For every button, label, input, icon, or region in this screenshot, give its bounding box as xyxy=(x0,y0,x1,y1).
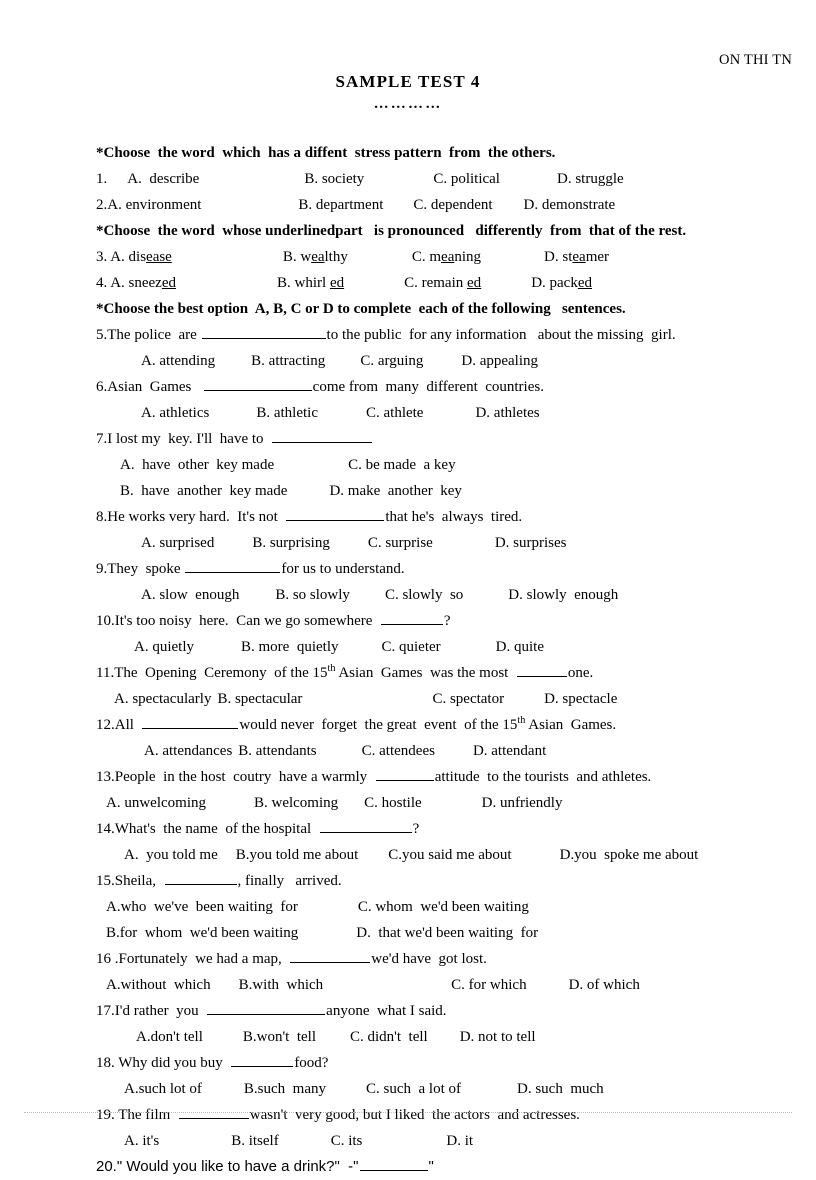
question-7-options-row-1 xyxy=(96,452,796,478)
question-18-option-c[interactable]: C. such a lot of xyxy=(366,1081,461,1097)
question-16-option-b[interactable]: B.with which xyxy=(238,977,324,993)
question-4-row xyxy=(96,270,796,296)
question-8-option-a[interactable]: A. surprised xyxy=(141,535,215,551)
question-10-option-c[interactable]: C. quieter xyxy=(381,639,441,655)
question-18-answer-blank[interactable] xyxy=(231,1052,293,1067)
question-7-option-b[interactable]: B. have another key made xyxy=(120,483,288,499)
instruction-best-option: *Choose the best option A, B, C or D to complete each of the following sentences. xyxy=(96,301,626,317)
question-17-answer-blank[interactable] xyxy=(207,1000,325,1015)
question-3-option-a-underlined: ease xyxy=(146,249,172,265)
question-10-stem-part-1: 10.It's too noisy here. Can we go somewhere xyxy=(96,613,380,629)
question-16-answer-blank[interactable] xyxy=(290,948,370,963)
question-19-option-a[interactable]: A. it's xyxy=(124,1133,160,1149)
question-4-option-d[interactable] xyxy=(531,275,592,291)
question-17-option-b[interactable]: B.won't tell xyxy=(242,1029,316,1045)
instruction-stress-pattern: *Choose the word which has a diffent stress pattern from the others. xyxy=(96,145,556,161)
question-1-option-a[interactable]: A. describe xyxy=(127,171,200,187)
question-3-option-d[interactable] xyxy=(544,249,609,265)
question-8-stem xyxy=(96,504,796,530)
question-6-options xyxy=(96,400,796,426)
question-19-stem-part-2: wasn't very good, but I liked the actors and actresses. xyxy=(249,1107,580,1123)
question-11-stem xyxy=(96,660,796,686)
question-3-option-b[interactable] xyxy=(283,249,348,265)
question-18-option-a[interactable]: A.such lot of xyxy=(124,1081,202,1097)
question-3-option-c-underlined: ea xyxy=(441,249,455,265)
question-16-option-c[interactable]: C. for which xyxy=(451,977,527,993)
question-4-option-b-prefix: B. whirl xyxy=(277,275,330,291)
question-20-stem xyxy=(96,1154,796,1180)
question-15-stem-part-2: , finally arrived. xyxy=(237,873,342,889)
question-19-option-b[interactable]: B. itself xyxy=(231,1133,279,1149)
question-8-option-d[interactable]: D. surprises xyxy=(494,535,567,551)
question-18-options xyxy=(96,1076,796,1102)
question-15-answer-blank[interactable] xyxy=(165,870,237,885)
question-1-number: 1. xyxy=(96,171,108,187)
question-19-option-c[interactable]: C. its xyxy=(330,1133,363,1149)
question-3-option-b-suffix: lthy xyxy=(324,249,348,265)
question-15-option-b[interactable]: B.for whom we'd been waiting xyxy=(106,925,299,941)
question-19-stem-part-1: 19. The film xyxy=(96,1107,178,1123)
question-11-stem-part-3: one. xyxy=(567,665,594,681)
question-7-option-a[interactable]: A. have other key made xyxy=(120,457,275,473)
question-3-option-b-underlined: ea xyxy=(311,249,325,265)
question-4-number: 4. xyxy=(96,275,111,291)
question-12-stem-part-1: 12.All xyxy=(96,717,142,733)
question-17-option-d[interactable]: D. not to tell xyxy=(459,1029,536,1045)
question-20-answer-blank[interactable] xyxy=(360,1156,428,1171)
question-2-option-b[interactable]: B. department xyxy=(298,197,384,213)
question-11-stem-part-2: Asian Games was the most xyxy=(335,665,516,681)
question-5-option-a[interactable]: A. attending xyxy=(141,353,216,369)
question-4-option-a[interactable] xyxy=(110,275,176,291)
question-13-stem xyxy=(96,764,796,790)
question-10-options xyxy=(96,634,796,660)
question-10-stem xyxy=(96,608,796,634)
question-4-option-b-underlined: ed xyxy=(329,275,345,291)
question-3-number: 3. xyxy=(96,249,111,265)
question-7-stem-part-1: 7.I lost my key. I'll have to xyxy=(96,431,272,447)
question-14-options xyxy=(96,842,796,868)
question-7-option-d[interactable]: D. make another key xyxy=(329,483,462,499)
question-15-option-d[interactable]: D. that we'd been waiting for xyxy=(356,925,539,941)
question-8-answer-blank[interactable] xyxy=(286,506,384,521)
question-2-option-c[interactable]: C. dependent xyxy=(413,197,493,213)
question-13-options xyxy=(96,790,796,816)
question-17-options xyxy=(96,1024,796,1050)
question-18-stem xyxy=(96,1050,796,1076)
question-9-option-a[interactable]: A. slow enough xyxy=(141,587,240,603)
page-header-label: ON THI TN xyxy=(719,52,792,68)
question-15-option-c[interactable]: C. whom we'd been waiting xyxy=(357,899,529,915)
question-17-stem-part-1: 17.I'd rather you xyxy=(96,1003,207,1019)
question-11-ordinal-suffix: th xyxy=(327,663,336,674)
question-12-ordinal-suffix: th xyxy=(517,715,526,726)
question-18-stem-part-2: food? xyxy=(294,1055,329,1071)
question-5-stem xyxy=(96,322,796,348)
question-18-option-d[interactable]: D. such much xyxy=(517,1081,604,1097)
question-8-stem-part-2: that he's always tired. xyxy=(385,509,523,525)
question-12-answer-blank[interactable] xyxy=(142,714,238,729)
question-20-stem-part-1: 20." Would you like to have a drink?" -" xyxy=(96,1158,359,1175)
question-9-option-b[interactable]: B. so slowly xyxy=(275,587,350,603)
question-2-option-d[interactable]: D. demonstrate xyxy=(523,197,616,213)
page-title: SAMPLE TEST 4 xyxy=(335,72,481,91)
question-13-option-b[interactable]: B. welcoming xyxy=(253,795,339,811)
question-2-number: 2. xyxy=(96,197,108,213)
question-4-option-c-prefix: C. remain xyxy=(404,275,468,291)
question-14-answer-blank[interactable] xyxy=(320,818,412,833)
question-12-stem-part-3: Asian Games. xyxy=(525,717,617,733)
question-6-option-c[interactable]: C. athlete xyxy=(365,405,424,421)
question-3-row xyxy=(96,244,796,270)
question-6-option-a[interactable]: A. athletics xyxy=(141,405,210,421)
question-10-stem-part-2: ? xyxy=(443,613,451,629)
question-15-options-row-1 xyxy=(96,894,796,920)
question-3-option-c[interactable] xyxy=(412,249,481,265)
question-16-option-d[interactable]: D. of which xyxy=(568,977,640,993)
question-4-option-c[interactable] xyxy=(404,275,481,291)
question-10-option-d[interactable]: D. quite xyxy=(495,639,544,655)
question-3-option-c-prefix: C. m xyxy=(411,249,442,265)
question-16-stem-part-2: we'd have got lost. xyxy=(371,951,487,967)
question-11-option-a[interactable]: A. spectacularly xyxy=(114,691,212,707)
question-20-stem-part-2: " xyxy=(428,1158,434,1175)
footer-divider xyxy=(24,1112,792,1113)
question-9-option-d[interactable]: D. slowly enough xyxy=(508,587,619,603)
question-5-option-d[interactable]: D. appealing xyxy=(461,353,539,369)
instruction-pronunciation: *Choose the word whose underlinedpart is pronounced differently from that of the rest. xyxy=(96,223,687,239)
question-14-option-c[interactable]: C.you said me about xyxy=(388,847,512,863)
question-16-stem-part-1: 16 .Fortunately we had a map, xyxy=(96,951,290,967)
question-4-option-a-underlined: ed xyxy=(161,275,177,291)
question-9-stem-part-1: 9.They spoke xyxy=(96,561,185,577)
question-9-answer-blank[interactable] xyxy=(185,558,280,573)
question-6-stem xyxy=(96,374,796,400)
question-5-stem-part-1: 5.The police are xyxy=(96,327,201,343)
question-9-stem xyxy=(96,556,796,582)
question-11-options xyxy=(96,686,796,712)
question-3-option-d-prefix: D. st xyxy=(544,249,573,265)
test-body xyxy=(96,140,796,1180)
question-19-option-d[interactable]: D. it xyxy=(446,1133,474,1149)
question-13-option-a[interactable]: A. unwelcoming xyxy=(106,795,206,811)
question-3-option-a-prefix: A. dis xyxy=(110,249,147,265)
question-6-option-d[interactable]: D. athletes xyxy=(475,405,540,421)
question-6-option-b[interactable]: B. athletic xyxy=(256,405,318,421)
question-14-option-a[interactable]: A. you told me xyxy=(124,847,218,863)
question-1-option-c[interactable]: C. political xyxy=(433,171,500,187)
question-13-option-c[interactable]: C. hostile xyxy=(364,795,422,811)
question-5-option-b[interactable]: B. attracting xyxy=(251,353,326,369)
question-14-option-d[interactable]: D.you spoke me about xyxy=(559,847,699,863)
question-7-answer-blank[interactable] xyxy=(272,428,372,443)
question-11-option-d[interactable]: D. spectacle xyxy=(544,691,618,707)
question-7-options-row-2 xyxy=(96,478,796,504)
question-15-stem xyxy=(96,868,796,894)
question-4-option-a-prefix: A. sneez xyxy=(110,275,162,291)
question-17-stem xyxy=(96,998,796,1024)
question-9-options xyxy=(96,582,796,608)
question-5-answer-blank[interactable] xyxy=(202,324,326,339)
question-19-stem xyxy=(96,1102,796,1128)
question-14-option-b[interactable]: B.you told me about xyxy=(235,847,359,863)
question-5-stem-part-2: to the public for any information about the missing girl. xyxy=(326,327,676,343)
question-13-stem-part-1: 13.People in the host coutry have a warmly xyxy=(96,769,375,785)
question-12-stem-part-2: would never forget the great event of the 15 xyxy=(239,717,518,733)
question-8-option-c[interactable]: C. surprise xyxy=(367,535,433,551)
question-9-stem-part-2: for us to understand. xyxy=(281,561,405,577)
question-19-options xyxy=(96,1128,796,1154)
question-1-option-b[interactable]: B. society xyxy=(304,171,365,187)
question-15-options-row-2 xyxy=(96,920,796,946)
question-2-row xyxy=(96,192,796,218)
question-3-option-a[interactable] xyxy=(110,249,172,265)
question-13-answer-blank[interactable] xyxy=(376,766,434,781)
question-12-option-a[interactable]: A. attendances xyxy=(144,743,233,759)
question-3-option-b-prefix: B. w xyxy=(282,249,312,265)
question-10-option-a[interactable]: A. quietly xyxy=(134,639,194,655)
question-12-option-d[interactable]: D. attendant xyxy=(472,743,547,759)
question-12-options xyxy=(96,738,796,764)
question-7-stem xyxy=(96,426,796,452)
question-4-option-d-prefix: D. pack xyxy=(531,275,578,291)
question-3-option-d-underlined: ea xyxy=(572,249,586,265)
question-5-option-c[interactable]: C. arguing xyxy=(360,353,424,369)
question-8-stem-part-1: 8.He works very hard. It's not xyxy=(96,509,286,525)
question-3-option-c-suffix: ning xyxy=(454,249,482,265)
question-16-stem xyxy=(96,946,796,972)
question-5-options xyxy=(96,348,796,374)
question-12-option-c[interactable]: C. attendees xyxy=(361,743,435,759)
question-6-stem-part-2: come from many different countries. xyxy=(312,379,544,395)
question-12-option-b[interactable]: B. attendants xyxy=(238,743,317,759)
question-17-stem-part-2: anyone what I said. xyxy=(326,1003,447,1019)
question-11-option-b[interactable]: B. spectacular xyxy=(217,691,303,707)
question-17-option-a[interactable]: A.don't tell xyxy=(136,1029,203,1045)
question-1-row xyxy=(96,166,796,192)
question-17-option-c[interactable]: C. didn't tell xyxy=(350,1029,428,1045)
question-13-stem-part-2: attitude to the tourists and athletes. xyxy=(434,769,652,785)
question-14-stem-part-1: 14.What's the name of the hospital xyxy=(96,821,319,837)
question-3-option-d-suffix: mer xyxy=(585,249,610,265)
question-15-stem-part-1: 15.Sheila, xyxy=(96,873,164,889)
question-11-option-c[interactable]: C. spectator xyxy=(432,691,505,707)
question-4-option-c-underlined: ed xyxy=(467,275,482,291)
question-12-stem xyxy=(96,712,796,738)
question-8-options xyxy=(96,530,796,556)
question-6-stem-part-1: 6.Asian Games xyxy=(96,379,203,395)
question-10-option-b[interactable]: B. more quietly xyxy=(241,639,339,655)
question-4-option-b[interactable] xyxy=(277,275,344,291)
question-11-answer-blank[interactable] xyxy=(517,662,567,677)
question-7-option-c[interactable]: C. be made a key xyxy=(348,457,456,473)
question-1-option-d[interactable]: D. struggle xyxy=(556,171,624,187)
question-18-stem-part-1: 18. Why did you buy xyxy=(96,1055,231,1071)
question-11-stem-part-1: 11.The Opening Ceremony of the 15 xyxy=(96,665,328,681)
question-2-option-a[interactable]: A. environment xyxy=(107,197,202,213)
question-13-option-d[interactable]: D. unfriendly xyxy=(481,795,563,811)
question-6-answer-blank[interactable] xyxy=(204,376,312,391)
title-dot-separator: ………… xyxy=(373,96,443,112)
question-15-option-a[interactable]: A.who we've been waiting for xyxy=(106,899,298,915)
question-9-option-c[interactable]: C. slowly so xyxy=(384,587,464,603)
question-4-option-d-underlined: ed xyxy=(577,275,593,291)
question-14-stem xyxy=(96,816,796,842)
question-18-option-b[interactable]: B.such many xyxy=(243,1081,326,1097)
question-10-answer-blank[interactable] xyxy=(381,610,443,625)
question-16-options xyxy=(96,972,796,998)
question-14-stem-part-2: ? xyxy=(412,821,420,837)
question-16-option-a[interactable]: A.without which xyxy=(106,977,211,993)
question-8-option-b[interactable]: B. surprising xyxy=(252,535,330,551)
